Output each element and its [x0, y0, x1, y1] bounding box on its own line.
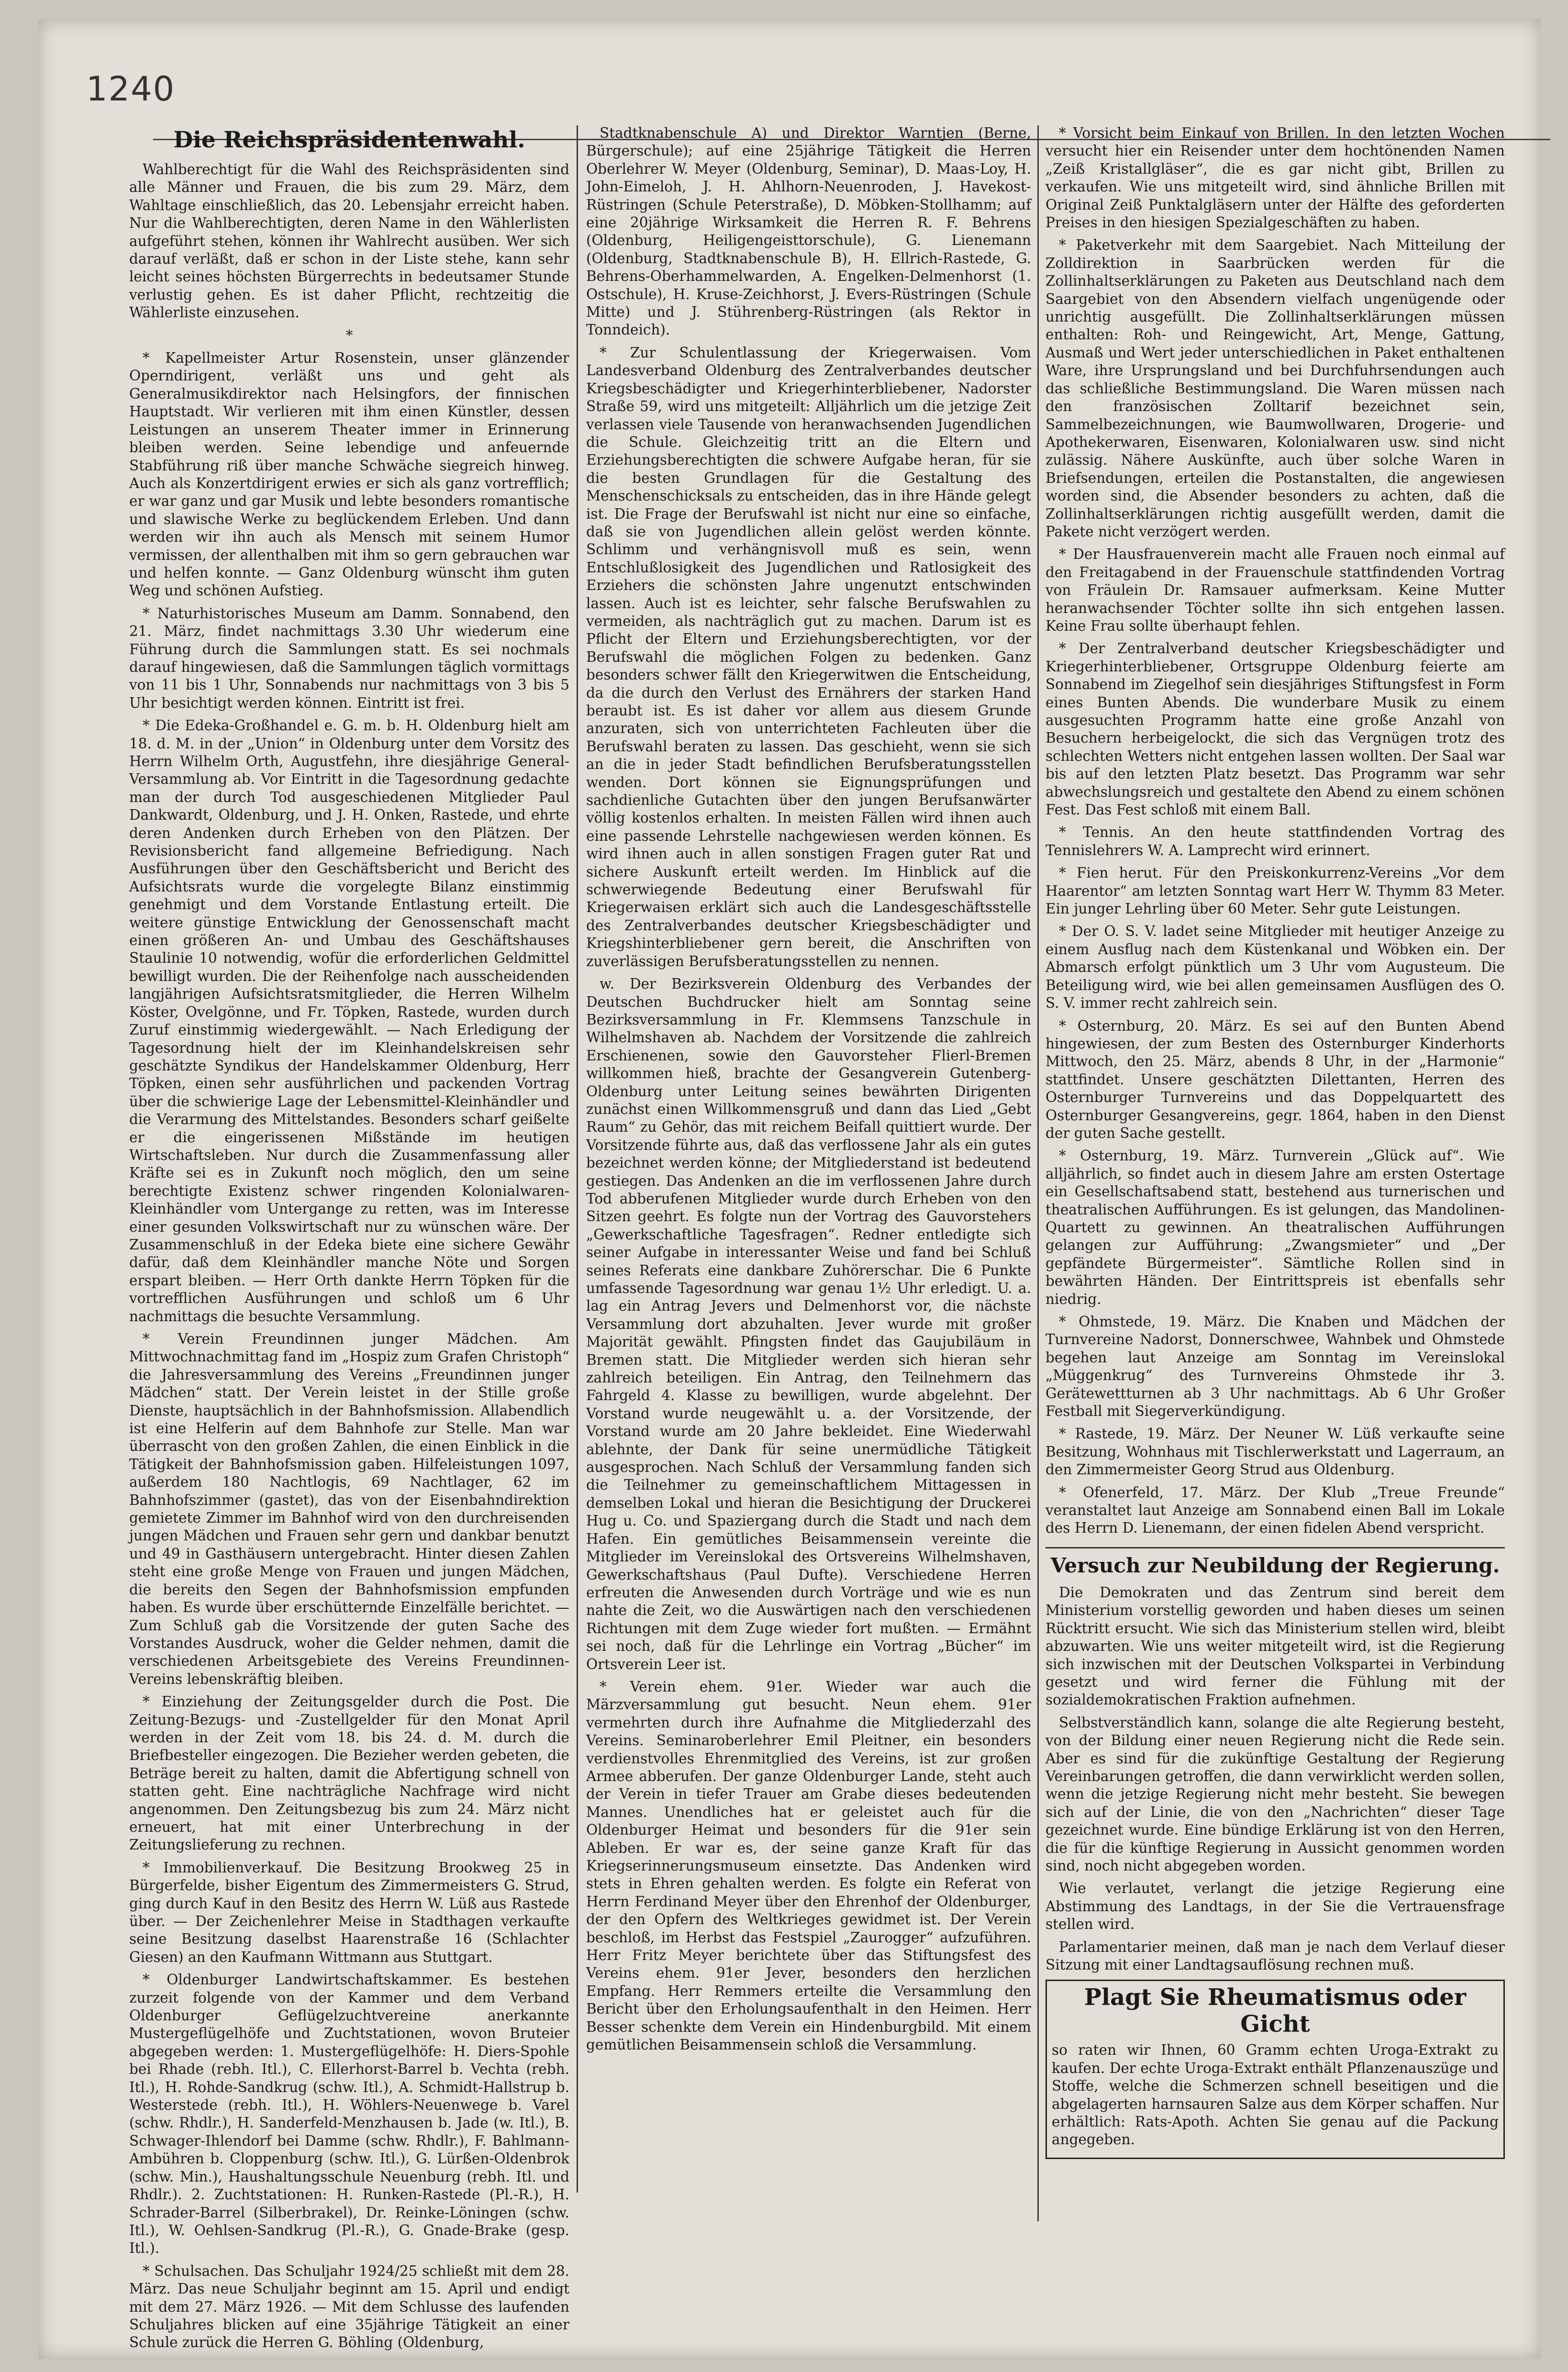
news-item: Stadtknabenschule A) und Direktor Warntjen (Berne, Bürgerschule); auf eine 25jährige Tätigkeit die Herren Oberlehrer W. Meyer (Oldenburg, Seminar), D. Maas-Loy, H. John-Eimeloh, J. H. Ahlhorn-Neuenroden, J. Havekost-Rüstringen (Schule Peterstraße), D. Möbken-Stollhamm; auf eine 20jährige Wirksamkeit die Herren R. F. Behrens (Oldenburg, Heiligengeisttorschule), G. Lienemann (Oldenburg, Stadtknabenschule B), H. Ellrich-Rastede, G. Behrens-Oberhammelwarden, A. Engelken-Delmenhorst (1. Ostschule), H. Kruse-Zeichhorst, J. Evers-Rüstringen (Schule Mitte) und J. Stührenberg-Rüstringen (als Rektor in Tonndeich). [586, 125, 1031, 338]
news-item: * Schulsachen. Das Schuljahr 1924/25 schließt mit dem 28. März. Das neue Schuljahr beginnt am 15. April und endigt mit dem 27. März 1926. — Mit dem Schlusse des laufenden Schuljahres blicken auf eine 35jährige Tätigkeit an einer Schule zurück die Herren G. Böhling (Oldenburg, [129, 2262, 569, 2351]
news-item: * Osternburg, 19. März. Turnverein „Glück auf“. Wie alljährlich, so findet auch in diesem Jahre am ersten Ostertage ein Gesellschaftsabend statt, bestehend aus turnerischen und theatralischen Aufführungen. Es ist gelungen, das Mandolinen-Quartett zu gewinnen. An theatralischen Aufführungen gelangen zur Aufführung: „Zwangsmieter“ und „Der gepfändete Bürgermeister“. Sämtliche Rollen sind in bewährten Händen. Der Eintrittspreis ist ebenfalls sehr niedrig. [1045, 1147, 1505, 1307]
news-item: * Ofenerfeld, 17. März. Der Klub „Treue Freunde“ veranstaltet laut Anzeige am Sonnabend einen Ball im Lokale des Herrn D. Lienemann, der einen fidelen Abend verspricht. [1045, 1484, 1505, 1537]
column-2 [586, 124, 1031, 2206]
section-paragraph: Selbstverständlich kann, solange die alte Regierung besteht, von der Bildung einer neuen Regierung nicht die Rede sein. Aber es sind für die zukünftige Gestaltung der Regierung Vereinbarungen getroffen, die dann verwirklicht werden sollen, wenn die jetzige Regierung nicht mehr besteht. Sie bewegen sich auf der Linie, die von den „Nachrichten“ dieser Tage gezeichnet wurde. Eine bündige Erklärung ist von den Herren, die für die künftige Regierung in Aussicht genommen worden sind, noch nicht abgegeben worden. [1045, 1714, 1505, 1874]
news-item: w. Der Bezirksverein Oldenburg des Verbandes der Deutschen Buchdrucker hielt am Sonntag seine Bezirksversammlung in Fr. Klemmsens Tanzschule in Wilhelmshaven ab. Nachdem der Vorsitzende die zahlreich Erschienenen, sowie den Gauvorsteher Flierl-Bremen willkommen hieß, brachte der Gesangverein Gutenberg-Oldenburg unter Leitung seines bewährten Dirigenten zunächst einen Willkommensgruß und dann das Lied „Gebt Raum“ zu Gehör, das mit reichem Beifall quittiert wurde. Der Vorsitzende führte aus, daß das verflossene Jahr als ein gutes bezeichnet werden könne; der Mitgliederstand ist bedeutend gestiegen. Das Andenken an die im verflossenen Jahre durch Tod abberufenen Mitglieder wurde durch Erheben von den Sitzen geehrt. Es folgte nun der Vortrag des Gauvorstehers „Gewerkschaftliche Tagesfragen“. Redner entledigte sich seiner Aufgabe in interessanter Weise und fand bei Schluß seines Referats eine dankbare Zuhörerschar. Die 6 Punkte umfassende Tagesordnung war genau 1½ Uhr erledigt. U. a. lag ein Antrag Jevers und Delmenhorst vor, die nächste Versammlung dort abzuhalten. Jever wurde mit großer Majorität gewählt. Pfingsten findet das Gaujubiläum in Bremen statt. Die Mitglieder werden sich hieran sehr zahlreich beteiligen. Ein Antrag, den Teilnehmern das Fahrgeld 4. Klasse zu bewilligen, wurde abgelehnt. Der Vorstand wurde neugewählt u. a. der Vorsitzende, der Vorstand wurde am 20 Jahre bekleidet. Eine Wiederwahl ablehnte, der Dank für seine unermüdliche Tätigkeit ausgesprochen. Nach Schluß der Versammlung fanden sich die Teilnehmer zu gemeinschaftlichem Mittagessen in demselben Lokal und hieran die Besichtigung der Druckerei Hug u. Co. und Spaziergang durch die Stadt und nach dem Hafen. Ein gemütliches Beisammensein vereinte die Mitglieder im Vereinslokal des Ortsvereins Wilhelmshaven, Gewerkschaftshaus (Paul Dufte). Verschiedene Herren erfreuten die Anwesenden durch Vorträge und wie es nun nahte die Zeit, wo die Auswärtigen nach den verschiedenen Richtungen mit dem Zuge wieder fort mußten. — Ermähnt sei noch, daß für die Lehrlinge ein Vortrag „Bücher“ im Ortsverein Leer ist. [586, 976, 1031, 1672]
separator-star: * [345, 327, 353, 344]
ad-title: Plagt Sie Rheumatismus oder Gicht [1084, 1984, 1467, 2038]
column-rule-2 [1037, 125, 1039, 2221]
section-paragraph: Wie verlautet, verlangt die jetzige Regierung eine Abstimmung des Landtags, in der Sie die Vertrauensfrage stellen wird. [1045, 1880, 1505, 1933]
section-paragraph: Die Demokraten und das Zentrum sind bereit dem Ministerium vorstellig geworden und haben dieses um seinen Rücktritt ersucht. Wie sich das Ministerium stellen wird, bleibt abzuwarten. Wie uns weiter mitgeteilt wird, ist die Regierung sich inzwischen mit der Deutschen Volkspartei in Verbindung gesetzt und wird ferner die Fühlung mit der sozialdemokratischen Fraktion aufnehmen. [1045, 1584, 1505, 1708]
news-item: * Verein Freundinnen junger Mädchen. Am Mittwochnachmittag fand im „Hospiz zum Grafen Christoph“ die Jahresversammlung des Vereins „Freundinnen junger Mädchen“ statt. Der Verein leistet in der Stille große Dienste, hauptsächlich in der Bahnhofsmission. Allabendlich ist eine Helferin auf dem Bahnhofe zur Stelle. Man war überrascht von den großen Zahlen, die einen Einblick in die Tätigkeit der Bahnhofsmission gaben. Hilfeleistungen 1097, außerdem 180 Nachtlogis, 69 Nachtlager, 62 im Bahnhofszimmer (gastet), das von der Eisenbahndirektion gemietete Zimmer im Bahnhof wird von den durchreisenden jungen Mädchen und Frauen sehr gern und dankbar benutzt und 49 in Gasthäusern untergebracht. Hinter diesen Zahlen steht eine große Menge von Frauen und jungen Mädchen, die bereits den Segen der Bahnhofsmission empfunden haben. Es wurde über erschütternde Einzelfälle berichtet. — Zum Schluß gab die Vorsitzende der guten Sache des Vorstandes Ausdruck, woher die Gelder nehmen, damit die verschiedenen Arbeitsgebiete des Vereins Freundinnen-Vereins lebenskräftig bleiben. [129, 1331, 569, 1687]
advertisement [1045, 1980, 1505, 2159]
news-item: * Der Zentralverband deutscher Kriegsbeschädigter und Kriegerhinterbliebener, Ortsgruppe Oldenburg feierte am Sonnabend im Ziegelhof sein diesjähriges Stiftungsfest in Form eines Bunten Abends. Die wunderbare Musik zu einem ausgesuchten Programm hatte eine große Anzahl von Besuchern herbeigelockt, die sich das Vergnügen trotz des schlechten Wetters nicht entgehen lassen wollten. Der Saal war bis auf den letzten Platz besetzt. Das Programm war sehr abwechslungsreich und gestaltete den Abend zu einem schönen Fest. Das Fest schloß mit einem Ball. [1045, 640, 1505, 818]
news-item: * Der Hausfrauenverein macht alle Frauen noch einmal auf den Freitagabend in der Frauenschule stattfindenden Vortrag von Fräulein Dr. Ramsauer aufmerksam. Keine Mutter heranwachsender Töchter sollte ihn sich entgehen lassen. Keine Frau sollte überhaupt fehlen. [1045, 546, 1505, 634]
news-item: * Immobilienverkauf. Die Besitzung Brookweg 25 in Bürgerfelde, bisher Eigentum des Zimmermeisters G. Strud, ging durch Kauf in den Besitz des Herrn W. Lüß aus Rastede über. — Der Zeichenlehrer Meise in Stadthagen verkaufte seine Besitzung daselbst Haarenstraße 16 (Schlachter Giesen) an den Kaufmann Wittmann aus Stuttgart. [129, 1859, 569, 1965]
news-item: * Ohmstede, 19. März. Die Knaben und Mädchen der Turnvereine Nadorst, Donnerschwee, Wahnbek und Ohmstede begehen laut Anzeige am Sonntag im Vereinslokal „Müggenkrug“ des Turnvereins Ohmstede ihr 3. Gerätewettturnen ab 3 Uhr nachmittags. Ab 6 Uhr Großer Festball mit Siegerverkündigung. [1045, 1314, 1505, 1420]
news-item: * Der O. S. V. ladet seine Mitglieder mit heutiger Anzeige zu einem Ausflug nach dem Küstenkanal und Wöbken ein. Der Abmarsch erfolgt pünktlich um 3 Uhr vom Augusteum. Die Beteiligung wird, wie bei allen gemeinsamen Ausflügen des O. S. V. immer recht zahlreich sein. [1045, 923, 1505, 1012]
news-item: * Verein ehem. 91er. Wieder war auch die Märzversammlung gut besucht. Neun ehem. 91er vermehrten durch ihre Aufnahme die Mitgliederzahl des Vereins. Seminaroberlehrer Emil Pleitner, ein besonders verdienstvolles Ehrenmitglied des Vereins, ist zur großen Armee abberufen. Der ganze Oldenburger Lande, steht auch der Verein in tiefer Trauer am Grabe dieses bedeutenden Mannes. Unendliches hat er geleistet auch für die Oldenburger Heimat und besonders für die 91er sein Ableben. Er war es, der seine ganze Kraft für das Kriegserinnerungsmuseum einsetzte. Das Andenken wird stets in Ehren gehalten werden. Es folgte ein Referat von Herrn Ferdinand Meyer über den Ehrenhof der Oldenburger, der den Opfern des Weltkrieges gewidmet ist. Der Verein beschloß, im Herbst das Festspiel „Zaurogger“ aufzuführen. Herr Fritz Meyer berichtete über das Stiftungsfest des Vereins ehem. 91er Jever, besonders den herzlichen Empfang. Herr Remmers erteilte die Versammlung den Bericht über den Erholungsaufenthalt in den Heimen. Herr Besser schenkte dem Verein ein Hindenburgbild. Mit einem gemütlichen Beisammensein schloß die Versammlung. [586, 1678, 1031, 2053]
news-item: * Osternburg, 20. März. Es sei auf den Bunten Abend hingewiesen, der zum Besten des Osternburger Kinderhorts Mittwoch, den 25. März, abends 8 Uhr, in der „Harmonie“ stattfindet. Unsere geschätzten Dilettanten, Herren des Osternburger Turnvereins und das Doppelquartett des Osternburger Gesangvereins, gegr. 1864, haben in den Dienst der guten Sache gestellt. [1045, 1017, 1505, 1141]
news-item: * Die Edeka-Großhandel e. G. m. b. H. Oldenburg hielt am 18. d. M. in der „Union“ in Oldenburg unter dem Vorsitz des Herrn Wilhelm Orth, Augustfehn, ihre diesjährige General-Versammlung ab. Vor Eintritt in die Tagesordnung gedachte man der durch Tod ausgeschiedenen Mitglieder Paul Dankwardt, Oldenburg, und J. H. Onken, Rastede, und ehrte deren Andenken durch Erheben von den Plätzen. Der Revisionsbericht fand allgemeine Befriedigung. Nach Ausführungen über den Geschäftsbericht und Bericht des Aufsichtsrats wurde die vorgelegte Bilanz einstimmig genehmigt und dem Vorstande Entlastung erteilt. Die weitere günstige Entwicklung der Genossenschaft macht einen größeren An- und Umbau des Geschäftshauses Staulinie 10 notwendig, wofür die erforderlichen Geldmittel bewilligt wurden. Die der Reihenfolge nach ausscheidenden langjährigen Aufsichtsratsmitglieder, die Herren Wilhelm Köster, Ovelgönne, und Fr. Töpken, Rastede, wurden durch Zuruf einstimmig wiedergewählt. — Nach Erledigung der Tagesordnung hielt der im Kleinhandelskreisen sehr geschätzte Syndikus der Handelskammer Oldenburg, Herr Töpken, einen sehr ausführlichen und packenden Vortrag über die schwierige Lage der Lebensmittel-Kleinhändler und die Verarmung des Mittelstandes. Besonders scharf geißelte er die eingerissenen Mißstände im heutigen Wirtschaftsleben. Nur durch die Zusammenfassung aller Kräfte sei es in Zukunft noch möglich, den um seine berechtigte Existenz schwer ringenden Kolonialwaren-Kleinhändler vom Untergange zu retten, was im Interesse einer gesunden Volkswirtschaft nur zu wünschen wäre. Der Zusammenschluß in der Edeka biete eine sichere Gewähr dafür, daß dem Kleinhändler manche Nöte und Sorgen erspart bleiben. — Herr Orth dankte Herrn Töpken für die vortrefflichen Ausführungen und schloß um 6 Uhr nachmittags die besuchte Versammlung. [129, 717, 569, 1325]
article-intro: Wahlberechtigt für die Wahl des Reichspräsidenten sind alle Männer und Frauen, die bis zum 29. März, dem Wahltage einschließlich, das 20. Lebensjahr erreicht haben. Nur die Wahlberechtigten, deren Name in den Wählerlisten aufgeführt stehen, können ihr Wahlrecht ausüben. Wer sich darauf verläßt, daß er schon in der Liste stehe, kann sehr leicht seines höchsten Bürgerrechts in bedeutsamer Stunde verlustig gehen. Es ist daher Pflicht, rechtzeitig die Wählerliste einzusehen. [129, 161, 569, 321]
ad-text: so raten wir Ihnen, 60 Gramm echten Uroga-Extrakt zu kaufen. Der echte Uroga-Extrakt enthält Pflanzenauszüge und Stoffe, welche die Schmerzen schnell beseitigen und die abgelagerten harnsauren Salze aus dem Körper schaffen. Nur erhältlich: Rats-Apoth. Achten Sie genau auf die Packung angegeben. [1052, 2042, 1499, 2148]
news-item: * Einziehung der Zeitungsgelder durch die Post. Die Zeitung-Bezugs- und -Zustellgelder für den Monat April werden in der Zeit vom 18. bis 24. d. M. durch die Briefbesteller eingezogen. Die Bezieher werden gebeten, die Beträge bereit zu halten, damit die Abfertigung schnell von statten geht. Eine nachträgliche Nachfrage wird nicht angenommen. Den Zeitungsbezug bis zum 24. März nicht erneuert, hat mit einer Unterbrechung in der Zeitungslieferung zu rechnen. [129, 1693, 569, 1853]
news-item: * Paketverkehr mit dem Saargebiet. Nach Mitteilung der Zolldirektion in Saarbrücken werden für die Zollinhaltserklärungen zu Paketen aus Deutschland nach dem Saargebiet von den Absendern vielfach ungenügende oder unrichtig ausgefüllt. Die Zollinhaltserklärungen müssen enthalten: Roh- und Reingewicht, Art, Menge, Gattung, Ausmaß und Wert jeder unterschiedlichen in Paket enthaltenen Ware, ihre Ursprungsland und bei Durchfuhrsendungen auch das schließliche Bestimmungsland. Die Waren müssen nach den französischen Zolltarif bezeichnet sein, Sammelbezeichnungen, wie Baumwollwaren, Drogerie- und Apothekerwaren, Eisenwaren, Kolonialwaren usw. sind nicht zulässig. Nähere Auskünfte, auch über solche Waren in Briefsendungen, erteilen die Postanstalten, die angewiesen worden sind, die Absender besonders zu achten, daß die Zollinhaltserklärungen richtig ausgefüllt werden, damit die Pakete nicht verzögert werden. [1045, 237, 1505, 540]
section-title: Versuch zur Neubildung der Regierung. [1045, 1547, 1505, 1578]
column-rule-1 [577, 125, 578, 2193]
news-item: * Tennis. An den heute stattfindenden Vortrag des Tennislehrers W. A. Lamprecht wird erinnert. [1045, 824, 1505, 858]
section-paragraph: Parlamentarier meinen, daß man je nach dem Verlauf dieser Sitzung mit einer Landtagsauflösung rechnen muß. [1045, 1938, 1505, 1973]
column-1 [129, 124, 569, 2351]
news-item: * Zur Schulentlassung der Kriegerwaisen. Vom Landesverband Oldenburg des Zentralverbandes deutscher Kriegsbeschädigter und Kriegerhinterbliebener, Nadorster Straße 59, wird uns mitgeteilt: Alljährlich um die jetzige Zeit verlassen viele Tausende von heranwachsenden Jugendlichen die Schule. Gleichzeitig tritt an die Eltern und Erziehungsberechtigten die schwere Aufgabe heran, für sie die besten Grundlagen für die Gestaltung des Menschenschicksals zu entscheiden, das in ihre Hände gelegt ist. Die Frage der Berufswahl ist nicht nur eine so einfache, daß sie von Jugendlichen allein gelöst werden könnte. Schlimm und verhängnisvoll muß es sein, wenn Entschlußlosigkeit des Jugendlichen und Ratlosigkeit des Erziehers die schönsten Jahre ungenutzt entschwinden lassen. Auch ist es leichter, sehr falsche Berufswahlen zu vermeiden, als nachträglich gut zu machen. Darum ist es Pflicht der Eltern und Erziehungsberechtigten, vor der Berufswahl die möglichen Folgen zu bedenken. Ganz besonders schwer fällt den Kriegerwitwen die Entscheidung, da die durch den Verlust des Ernährers der starken Hand beraubt ist. Es ist daher vor allem aus diesem Grunde anzuraten, sich von unterrichteten Fachleuten über die Berufswahl beraten zu lassen. Das geschieht, wenn sie sich an die in jeder Stadt befindlichen Berufsberatungsstellen wenden. Dort können sie Eignungsprüfungen und sachdienliche Gutachten über den jungen Berufsanwärter völlig kostenlos erhalten. In meisten Fällen wird ihnen auch eine passende Lehrstelle nachgewiesen werden können. Es wird ihnen auch in allen sonstigen Fragen guter Rat und sichere Auskunft erteilt werden. Im Hinblick auf die schwerwiegende Bedeutung einer Berufswahl für Kriegerwaisen erklärt sich auch die Landesgeschäftsstelle des Zentralverbandes deutscher Kriegsbeschädigter und Kriegshinterbliebener gern bereit, die Anschriften von zuverlässigen Berufsberatungsstellen zu nennen. [586, 344, 1031, 969]
news-item: * Oldenburger Landwirtschaftskammer. Es bestehen zurzeit folgende von der Kammer und dem Verband Oldenburger Geflügelzuchtvereine anerkannte Mustergeflügelhöfe und Zuchtstationen, wovon Bruteier abgegeben werden: 1. Mustergeflügelhöfe: H. Diers-Spohle bei Rhade (rebh. Itl.), C. Ellerhorst-Barrel b. Vechta (rebh. Itl.), H. Rohde-Sandkrug (schw. Itl.), A. Schmidt-Hallstrup b. Westerstede (rebh. Itl.), H. Wöhlers-Neuenwege b. Varel (schw. Rhdlr.), H. Sanderfeld-Menzhausen b. Jade (w. Itl.), B. Schwager-Ihlendorf bei Damme (schw. Rhdlr.), F. Bahlmann-Ambühren b. Cloppenburg (schw. Itl.), G. Lürßen-Oldenbrok (schw. Min.), Haushaltungsschule Neuenburg (rebh. Itl. und Rhdlr.). 2. Zuchtstationen: H. Runken-Rastede (Pl.-R.), H. Schrader-Barrel (Silberbrakel), Dr. Reinke-Löningen (schw. Itl.), W. Oehlsen-Sandkrug (Pl.-R.), G. Gnade-Brake (gesp. Itl.). [129, 1971, 569, 2257]
column-3 [1045, 124, 1505, 2268]
news-item: * Naturhistorisches Museum am Damm. Sonnabend, den 21. März, findet nachmittags 3.30 Uhr wiederum eine Führung durch die Sammlungen statt. Es sei nochmals darauf hingewiesen, daß die Sammlungen täglich vormittags von 11 bis 1 Uhr, Sonnabends nur nachmittags von 3 bis 5 Uhr besichtigt werden können. Eintritt ist frei. [129, 605, 569, 711]
news-item: * Vorsicht beim Einkauf von Brillen. In den letzten Wochen versucht hier ein Reisender unter dem hochtönenden Namen „Zeiß Kristallgläser“, die es gar nicht gibt, Brillen zu verkaufen. Wie uns mitgeteilt wird, sind ähnliche Brillen mit Original Zeiß Punktalgläsern unter der Hälfte des geforderten Preises in den hiesigen Spezialgeschäften zu haben. [1045, 125, 1505, 231]
news-item: * Rastede, 19. März. Der Neuner W. Lüß verkaufte seine Besitzung, Wohnhaus mit Tischlerwerkstatt und Lagerraum, an den Zimmermeister Georg Strud aus Oldenburg. [1045, 1425, 1505, 1478]
news-item: * Kapellmeister Artur Rosenstein, unser glänzender Operndirigent, verläßt uns und geht als Generalmusikdirektor nach Helsingfors, der finnischen Hauptstadt. Wir verlieren mit ihm einen Künstler, dessen Leistungen an unserem Theater immer in Erinnerung bleiben werden. Seine lebendige und anfeuernde Stabführung riß über manche Schwäche siegreich hinweg. Auch als Konzertdirigent erwies er sich als ganz vortrefflich; er war ganz und gar Musik und lebte besonders romantische und slawische Werke zu beglückendem Erleben. Und dann werden wir ihn auch als Mensch mit seinem Humor vermissen, der allenthalben mit ihm so gern gebrauchen war und helfen konnte. — Ganz Oldenburg wünscht ihm guten Weg und schönen Aufstieg. [129, 350, 569, 599]
page-number: 1240 [86, 69, 176, 109]
news-item: * Fien herut. Für den Preiskonkurrenz-Vereins „Vor dem Haarentor“ am letzten Sonntag wart Herr W. Thymm 83 Meter. Ein junger Lehrling über 60 Meter. Sehr gute Leistungen. [1045, 865, 1505, 917]
article-title: Die Reichspräsidentenwahl. [173, 127, 525, 153]
